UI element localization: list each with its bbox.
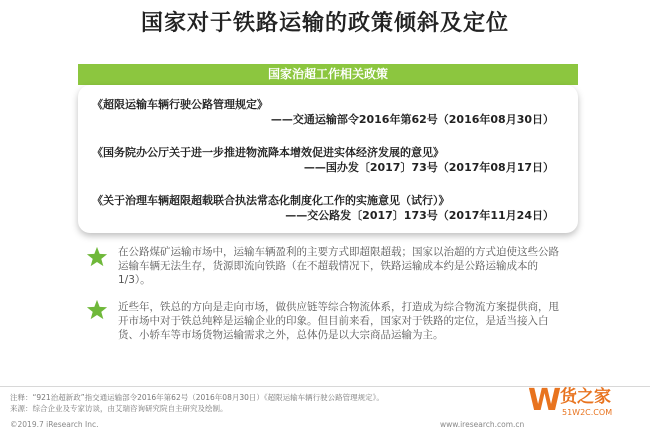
logo-url: 51W2C.COM bbox=[562, 408, 613, 417]
policy-item bbox=[92, 97, 562, 127]
footnote-source: 来源：综合企业及专家访谈，由艾瑞咨询研究院自主研究及绘制。 bbox=[10, 404, 228, 413]
logo-text: 货之家 bbox=[560, 387, 611, 407]
policy-name: 《关于治理车辆超限超载联合执法常态化制度化工作的实施意见（试行）》 bbox=[92, 194, 450, 207]
policy-source: ——国办发〔2017〕73号（2017年08月17日） bbox=[303, 161, 554, 174]
page-title: 国家对于铁路运输的政策倾斜及定位 bbox=[140, 11, 509, 36]
policy-panel bbox=[78, 85, 578, 233]
star-icon bbox=[86, 246, 108, 268]
note-text: 近些年，铁总的方向是走向市场，做供应链等综合物流体系，打造成为综合物流方案提供商，甩开市场中对于铁总纯粹是运输企业的印象。但目前来看，国家对于铁路的定位，是适当接入白货、小轿车等市场货物运输需求之外，总体仍是以大宗商品运输为主。 bbox=[118, 301, 559, 341]
panel-header: 国家治超工作相关政策 bbox=[78, 64, 578, 85]
policy-source: ——交通运输部令2016年第62号（2016年08月30日） bbox=[270, 113, 554, 126]
logo-letter: W bbox=[528, 383, 562, 418]
star-icon bbox=[86, 299, 108, 321]
website: www.iresearch.com.cn bbox=[440, 420, 525, 429]
note-text: 在公路煤矿运输市场中，运输车辆盈利的主要方式即超限超载；国家以治超的方式迫使这些公路运输车辆无法生存，货源即流向铁路（在不超载情况下，铁路运输成本约是公路运输成本的1/3）。 bbox=[118, 246, 559, 286]
copyright: ©2019.7 iResearch Inc. bbox=[10, 420, 99, 429]
policy-item bbox=[92, 193, 562, 223]
policy-source: ——交公路发〔2017〕173号（2017年11月24日） bbox=[285, 209, 554, 222]
policy-name: 《国务院办公厅关于进一步推进物流降本增效促进实体经济发展的意见》 bbox=[92, 146, 444, 159]
footnote-note: 注释：“921治超新政”指交通运输部令2016年第62号（2016年08月30日）《超限运输车辆行驶公路管理规定》。 bbox=[10, 393, 384, 402]
policy-name: 《超限运输车辆行驶公路管理规定》 bbox=[92, 98, 268, 111]
policy-item bbox=[92, 145, 562, 175]
brand-logo bbox=[526, 380, 644, 422]
